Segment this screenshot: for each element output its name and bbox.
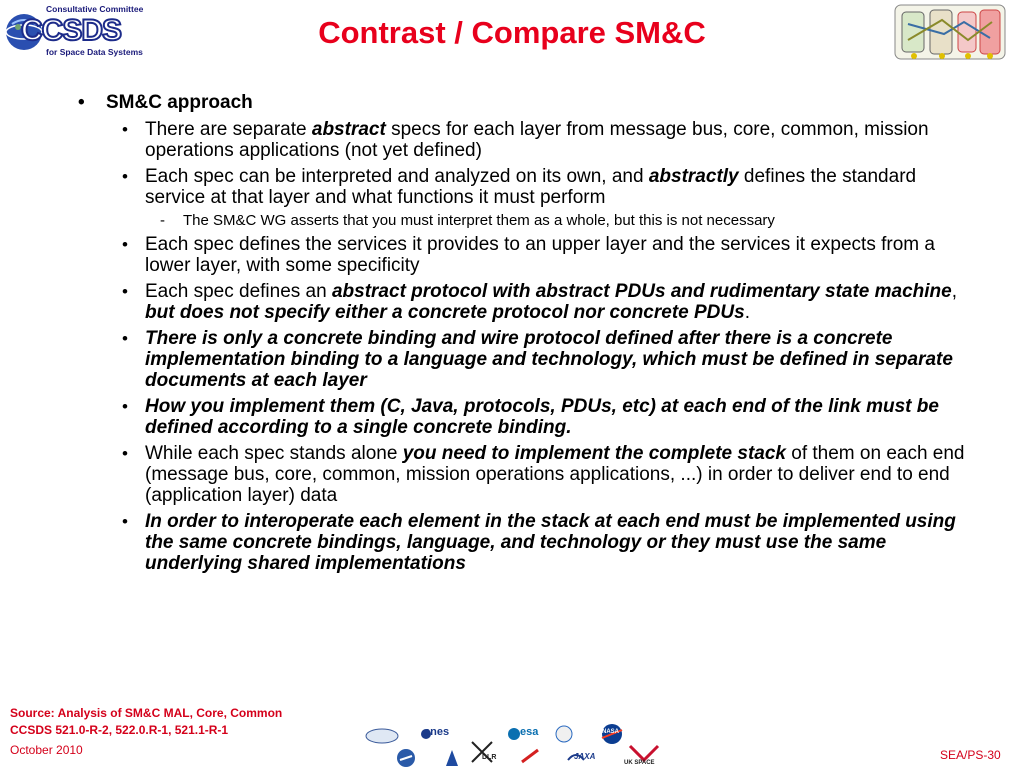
- bullet-item: [122, 328, 968, 391]
- esa-logo: [508, 728, 520, 740]
- emphasis-text: abstract protocol with abstract PDUs and rudimentary state machine: [331, 281, 952, 302]
- architecture-diagram-thumbnail: [894, 4, 1006, 62]
- uk-space-logo: [630, 746, 658, 760]
- cnes-label: cnes: [424, 726, 450, 738]
- bullet-icon: •: [122, 282, 128, 301]
- bullet-item: [122, 166, 968, 208]
- dash-icon: -: [160, 212, 165, 229]
- bullet-item: [122, 396, 968, 438]
- bullet-icon: •: [78, 92, 85, 113]
- esa-label: esa: [520, 726, 539, 738]
- sub-bullet-item: [160, 212, 968, 229]
- bullet-item: [122, 511, 968, 574]
- emphasis-text: but does not specify either a concrete protocol nor concrete PDUs: [145, 302, 745, 323]
- text-run: defines the standard service at that layer and what functions it must perform: [145, 166, 917, 208]
- jaxa-label: JAXA: [574, 752, 596, 761]
- text-run: Each spec can be interpreted and analyzed on its own, and: [145, 166, 649, 187]
- bullet-icon: •: [122, 444, 128, 463]
- emphasis-text: abstract: [311, 119, 386, 140]
- bullet-item: [122, 281, 968, 323]
- bullet-item: [122, 119, 968, 161]
- slide-body: [78, 92, 968, 574]
- bullet-item: [122, 234, 968, 276]
- emphasis-text: There is only a concrete binding and wire protocol defined after there is a concrete implementation binding to a language and technology, which must be defined in separate documents at each layer: [145, 328, 953, 391]
- text-run: There are separate: [145, 119, 312, 140]
- bullet-item: [122, 443, 968, 506]
- text-run: The SM&C WG asserts that you must interpret them as a whole, but this is not necessary: [183, 212, 775, 229]
- agency-logo-4: [522, 750, 538, 762]
- text-run: of them on each end (message bus, core, common, mission operations applications, ...) in order to deliver end to end (application layer) data: [145, 443, 965, 506]
- uk-space-label: UK SPACE: [624, 760, 655, 766]
- text-run: Each spec defines an: [145, 281, 332, 302]
- bullet-icon: •: [122, 167, 128, 186]
- source-line-2: CCSDS 521.0-R-2, 522.0.R-1, 521.1-R-1: [10, 723, 229, 737]
- heading-text: SM&C approach: [106, 92, 253, 113]
- bullet-icon: •: [122, 397, 128, 416]
- slide-title: Contrast / Compare SM&C: [318, 15, 706, 50]
- emphasis-text: In order to interoperate each element in the stack at each end must be implemented using the same concrete bindings, language, and technology or they must use the same underlying shared implementations: [145, 511, 956, 574]
- agency-logos: [362, 720, 662, 768]
- bullet-icon: •: [122, 120, 128, 139]
- nasa-label: NASA: [602, 729, 620, 735]
- logo-line1: Consultative Committee: [46, 4, 144, 14]
- text-run: specs for each layer from message bus, core, common, mission operations applications (not yet defined): [145, 119, 929, 161]
- emphasis-text: How you implement them (C, Java, protocols, PDUs, etc) at each end of the link must be defined according to a single concrete binding.: [145, 396, 939, 438]
- dlr-label: DLR: [482, 754, 497, 761]
- emphasis-text: abstractly: [648, 166, 739, 187]
- agency-logo-3: [446, 750, 458, 766]
- slide-date: October 2010: [10, 743, 83, 757]
- agency-logo-1: [366, 729, 398, 743]
- source-line-1: Source: Analysis of SM&C MAL, Core, Common: [10, 706, 283, 720]
- text-run: While each spec stands alone: [145, 443, 403, 464]
- source-citation: [10, 705, 350, 739]
- bullet-icon: •: [122, 235, 128, 254]
- bullet-icon: •: [122, 329, 128, 348]
- agency-logo-2: [397, 749, 415, 767]
- bullet-heading: [78, 92, 968, 114]
- text-run: ,: [951, 281, 958, 302]
- logo-line2: for Space Data Systems: [46, 47, 143, 57]
- logo-wordmark: CCSDS: [21, 14, 122, 47]
- slide-number: SEA/PS-30: [940, 748, 1001, 762]
- agency-logo-5: [556, 726, 572, 742]
- emphasis-text: you need to implement the complete stack: [402, 443, 786, 464]
- text-run: Each spec defines the services it provides to an upper layer and the services it expects from a lower layer, with some specificity: [145, 234, 935, 276]
- bullet-icon: •: [122, 512, 128, 531]
- text-run: .: [744, 302, 750, 323]
- ccsds-logo: [4, 2, 146, 66]
